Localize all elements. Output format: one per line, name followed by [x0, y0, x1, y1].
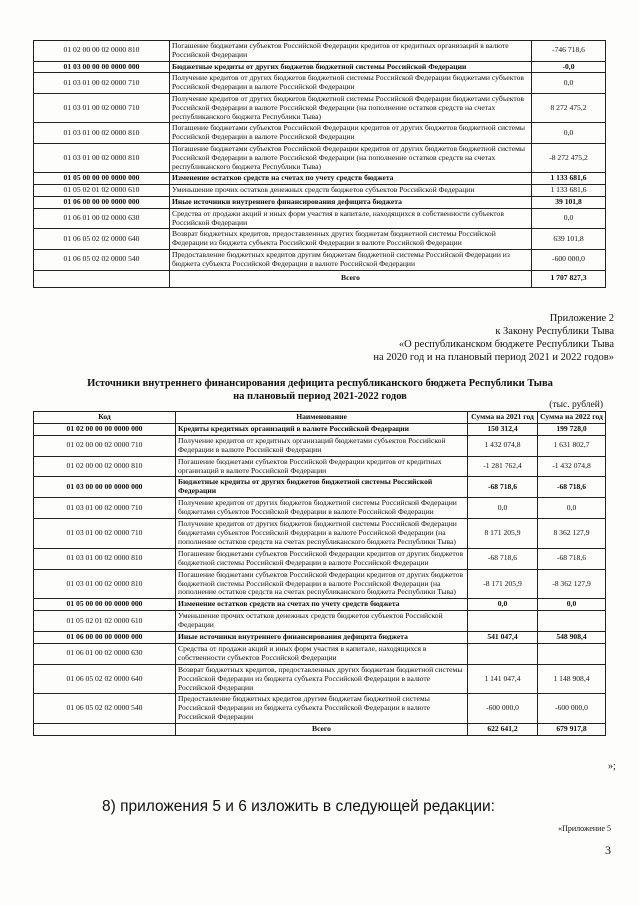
row-value-2021: 1 432 074,8 [468, 435, 538, 456]
row-value-2021 [468, 643, 538, 664]
row-value-2021: -68 718,6 [468, 477, 538, 498]
row-value-2021: -68 718,6 [468, 548, 538, 569]
table-body [34, 41, 606, 288]
row-name: Иные источники внутреннего финансирования дефицита бюджета [170, 196, 532, 208]
appendix-5-label: «Приложение 5 [558, 824, 611, 833]
row-value-2021: 1 141 047,4 [468, 664, 538, 694]
table-row [34, 185, 606, 197]
units-label: (тыс. рублей) [549, 400, 603, 410]
row-value-2021: 150 312,4 [468, 423, 538, 435]
appendix-number: Приложение 2 [549, 313, 614, 324]
row-value-2021: -8 171 205,9 [468, 569, 538, 599]
row-value-2022: 0,0 [538, 599, 606, 611]
appendix-law: к Закону Республики Тыва [495, 326, 614, 337]
row-name: Возврат бюджетных кредитов, предоставленных других бюджетам бюджетной системы Российской Федерации из бюджета субъекта Российской Федерации в валюте Российской Федерации [170, 229, 532, 250]
row-name: Уменьшение прочих остатков денежных средств бюджетов субъектов Российской Федерации [170, 185, 532, 197]
table-row [34, 498, 606, 519]
table-row [34, 249, 606, 270]
row-value-2022: -8 362 127,9 [538, 569, 606, 599]
row-value-2022: 0,0 [538, 498, 606, 519]
row-value: 1 133 681,6 [532, 185, 606, 197]
row-name: Погашение бюджетами субъектов Российской Федерации кредитов от других бюджетов бюджетной системы Российской Федерации в валюте Российской Федерации [170, 123, 532, 144]
row-value: -600 000,0 [532, 249, 606, 270]
row-name: Изменение остатков средств на счетах по учету средств бюджета [176, 599, 468, 611]
row-name: Предоставление бюджетных кредитов другим бюджетам бюджетной системы Российской Федерации из бюджета субъекта Российской Федерации в валюте Российской Федерации [176, 694, 468, 724]
table-row [34, 196, 606, 208]
appendix-law-title: «О республиканском бюджете Республики Тыва [398, 339, 614, 350]
header-2021: Сумма на 2021 год [468, 412, 538, 424]
row-code: 01 03 00 00 00 0000 000 [34, 477, 176, 498]
table-row [34, 229, 606, 250]
table-title-line2: на плановый период 2021-2022 годов [233, 391, 407, 402]
row-code: 01 05 02 01 02 0000 610 [34, 611, 176, 632]
total-value: 1 707 827,3 [532, 270, 606, 287]
table-sources-2020 [33, 40, 606, 288]
row-value-2022: 8 362 127,9 [538, 519, 606, 549]
row-value: 0,0 [532, 123, 606, 144]
table-row [34, 664, 606, 694]
row-value-2021: 0,0 [468, 498, 538, 519]
table-row [34, 456, 606, 477]
row-value: -0,0 [532, 61, 606, 73]
header-code: Код [34, 412, 176, 424]
table-row [34, 435, 606, 456]
row-value-2021: 8 171 205,9 [468, 519, 538, 549]
row-code: 01 06 00 00 00 0000 000 [34, 632, 176, 644]
row-value-2022: -68 718,6 [538, 548, 606, 569]
table-row [34, 611, 606, 632]
table-title-line1: Источники внутреннего финансирования дефицита республиканского бюджета Республики Тыва [87, 378, 553, 389]
closing-quote-mark: »; [608, 761, 616, 772]
row-value-2022 [538, 611, 606, 632]
row-code: 01 02 00 00 02 0000 810 [34, 41, 170, 62]
row-value: 0,0 [532, 73, 606, 94]
row-code: 01 06 05 02 02 0000 540 [34, 694, 176, 724]
row-name: Получение кредитов от кредитных организаций бюджетами субъектов Российской Федерации в валюте Российской Федерации [176, 435, 468, 456]
table-row [34, 61, 606, 73]
total-row [34, 270, 606, 287]
table-row [34, 173, 606, 185]
row-code: 01 02 00 00 00 0000 000 [34, 423, 176, 435]
row-value: 39 101,8 [532, 196, 606, 208]
table-row [34, 694, 606, 724]
row-value: 639 101,8 [532, 229, 606, 250]
appendix-period: на 2020 год и на плановый период 2021 и 2022 годов» [373, 352, 614, 363]
row-value: -8 272 475,2 [532, 143, 606, 172]
row-code: 01 02 00 00 02 0000 810 [34, 456, 176, 477]
row-name: Погашение бюджетами субъектов Российской Федерации кредитов от кредитных организаций в валюте Российской Федерации [170, 41, 532, 62]
page-number: 3 [605, 843, 611, 857]
table-sources-2021-2022 [33, 411, 606, 736]
total-label: Всего [176, 724, 468, 736]
row-code: 01 03 00 00 00 0000 000 [34, 61, 170, 73]
row-name: Погашение бюджетами субъектов Российской Федерации кредитов от кредитных организаций в валюте Российской Федерации [176, 456, 468, 477]
row-code: 01 03 01 00 02 0000 710 [34, 93, 170, 122]
row-code: 01 06 01 00 02 0000 630 [34, 643, 176, 664]
row-name: Получение кредитов от других бюджетов бюджетной системы Российской Федерации бюджетами субъектов Российской Федерации в валюте Российской Федерации [170, 73, 532, 94]
row-code: 01 03 01 00 02 0000 810 [34, 143, 170, 172]
row-code: 01 06 01 00 02 0000 630 [34, 208, 170, 229]
row-value: 8 272 475,2 [532, 93, 606, 122]
row-code: 01 03 01 00 02 0000 710 [34, 519, 176, 549]
row-name: Уменьшение прочих остатков денежных средств бюджетов субъектов Российской Федерации [176, 611, 468, 632]
row-name: Получение кредитов от других бюджетов бюджетной системы Российской Федерации бюджетами субъектов Российской Федерации в валюте Российской Федерации (на пополнение остатков средств на счетах республиканского бюджета Республики Тыва) [176, 519, 468, 549]
row-name: Возврат бюджетных кредитов, предоставленных других бюджетам бюджетной системы Российской Федерации из бюджета субъекта Российской Федерации в валюте Российской Федерации [176, 664, 468, 694]
row-name: Погашение бюджетами субъектов Российской Федерации кредитов от других бюджетов бюджетной системы Российской Федерации в валюте Российской Федерации (на пополнение остатков средств на счетах республиканского бюджета Республики Тыва) [170, 143, 532, 172]
header-2022: Сумма на 2022 год [538, 412, 606, 424]
table-row [34, 643, 606, 664]
table-row [34, 519, 606, 549]
row-code: 01 02 00 00 02 0000 710 [34, 435, 176, 456]
row-value-2021: -600 000,0 [468, 694, 538, 724]
row-code: 01 03 01 00 02 0000 710 [34, 73, 170, 94]
row-name: Средства от продажи акций и иных форм участия в капитале, находящихся в собственности субъектов Российской Федерации [170, 208, 532, 229]
total-empty-cell [34, 270, 170, 287]
total-empty-cell [34, 724, 176, 736]
row-code: 01 06 05 02 02 0000 640 [34, 664, 176, 694]
table-row [34, 599, 606, 611]
row-value-2021 [468, 611, 538, 632]
table-body [34, 423, 606, 735]
row-name: Предоставление бюджетных кредитов другим бюджетам бюджетной системы Российской Федерации из бюджета субъекта Российской Федерации в валюте Российской Федерации [170, 249, 532, 270]
row-name: Получение кредитов от других бюджетов бюджетной системы Российской Федерации бюджетами субъектов Российской Федерации в валюте Российской Федерации [176, 498, 468, 519]
row-name: Бюджетные кредиты от других бюджетов бюджетной системы Российской Федерации [170, 61, 532, 73]
table-row [34, 548, 606, 569]
row-name: Изменение остатков средств на счетах по учету средств бюджета [170, 173, 532, 185]
table-row [34, 632, 606, 644]
row-code: 01 03 01 00 02 0000 710 [34, 498, 176, 519]
total-value-2021: 622 641,2 [468, 724, 538, 736]
row-code: 01 03 01 00 02 0000 810 [34, 123, 170, 144]
row-code: 01 06 05 02 02 0000 540 [34, 249, 170, 270]
row-value-2022: 199 728,0 [538, 423, 606, 435]
row-code: 01 05 00 00 00 0000 000 [34, 599, 176, 611]
row-code: 01 05 00 00 00 0000 000 [34, 173, 170, 185]
row-code: 01 06 05 02 02 0000 640 [34, 229, 170, 250]
row-value-2022: 548 908,4 [538, 632, 606, 644]
row-value-2022: 1 631 802,7 [538, 435, 606, 456]
table-row [34, 93, 606, 122]
row-value-2021: 0,0 [468, 599, 538, 611]
table-header-row [34, 412, 606, 424]
row-code: 01 03 01 00 02 0000 810 [34, 569, 176, 599]
table-row [34, 208, 606, 229]
table-row [34, 143, 606, 172]
row-name: Средства от продажи акций и иных форм участия в капитале, находящихся в собственности субъектов Российской Федерации [176, 643, 468, 664]
row-code: 01 06 00 00 00 0000 000 [34, 196, 170, 208]
row-value-2022: 1 148 908,4 [538, 664, 606, 694]
row-value: -746 718,6 [532, 41, 606, 62]
table-row [34, 41, 606, 62]
row-value-2022: -600 000,0 [538, 694, 606, 724]
item-8-text: 8) приложения 5 и 6 изложить в следующей редакции: [102, 798, 495, 815]
table-row [34, 73, 606, 94]
total-label: Всего [170, 270, 532, 287]
total-value-2022: 679 917,8 [538, 724, 606, 736]
row-code: 01 03 01 00 02 0000 810 [34, 548, 176, 569]
row-name: Погашение бюджетами субъектов Российской Федерации кредитов от других бюджетов бюджетной системы Российской Федерации в валюте Российской Федерации [176, 548, 468, 569]
table-row [34, 477, 606, 498]
appendix-header [373, 312, 614, 364]
total-row [34, 724, 606, 736]
row-value: 0,0 [532, 208, 606, 229]
table-row [34, 569, 606, 599]
header-name: Наименование [176, 412, 468, 424]
row-value-2022 [538, 643, 606, 664]
row-name: Бюджетные кредиты от других бюджетов бюджетной системы Российской Федерации [176, 477, 468, 498]
row-value-2022: -1 432 074,8 [538, 456, 606, 477]
row-name: Погашение бюджетами субъектов Российской Федерации кредитов от других бюджетов бюджетной системы Российской Федерации в валюте Российской Федерации (на пополнение остатков средств на счетах республиканского бюджета Республики Тыва) [176, 569, 468, 599]
row-name: Получение кредитов от других бюджетов бюджетной системы Российской Федерации бюджетами субъектов Российской Федерации в валюте Российской Федерации (на пополнение остатков средств на счетах республиканского бюджета Республики Тыва) [170, 93, 532, 122]
row-value: 1 133 681,6 [532, 173, 606, 185]
table-title [60, 377, 580, 403]
row-name: Кредиты кредитных организаций в валюте Российской Федерации [176, 423, 468, 435]
row-code: 01 05 02 01 02 0000 610 [34, 185, 170, 197]
row-value-2021: -1 281 762,4 [468, 456, 538, 477]
table-row [34, 123, 606, 144]
row-value-2021: 541 047,4 [468, 632, 538, 644]
row-value-2022: -68 718,6 [538, 477, 606, 498]
table-row [34, 423, 606, 435]
row-name: Иные источники внутреннего финансирования дефицита бюджета [176, 632, 468, 644]
